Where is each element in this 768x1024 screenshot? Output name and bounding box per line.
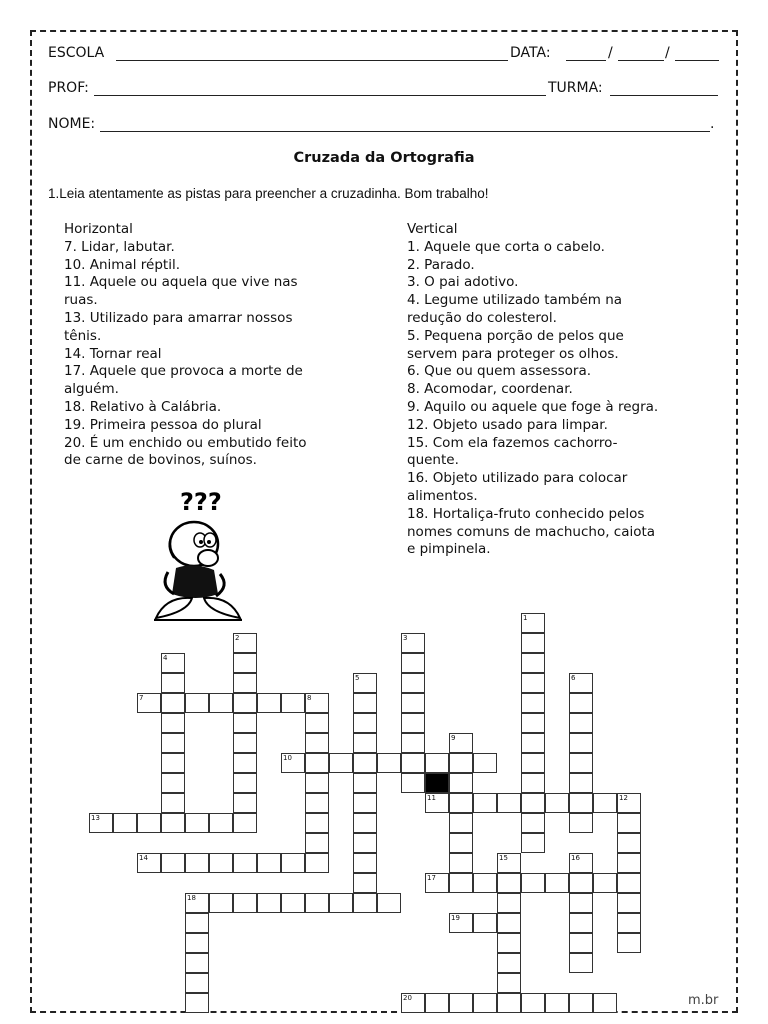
crossword-cell[interactable] <box>497 953 521 973</box>
crossword-cell[interactable] <box>233 753 257 773</box>
crossword-cell[interactable] <box>353 813 377 833</box>
clue-line: 15. Com ela fazemos cachorro- <box>407 434 618 451</box>
clue-line: 2. Parado. <box>407 256 475 273</box>
crossword-cell[interactable] <box>449 793 473 813</box>
crossword-cell[interactable] <box>593 793 617 813</box>
crossword-cell[interactable] <box>161 713 185 733</box>
clue-line: 4. Legume utilizado também na <box>407 292 623 309</box>
crossword-cell[interactable] <box>353 773 377 793</box>
crossword-cell[interactable] <box>617 813 641 833</box>
name-label: NOME: <box>48 116 96 132</box>
crossword-cell[interactable] <box>209 893 233 913</box>
clue-number: 16 <box>571 854 580 862</box>
crossword-cell[interactable] <box>353 833 377 853</box>
crossword-cell[interactable] <box>161 853 185 873</box>
crossword-cell[interactable] <box>497 913 521 933</box>
crossword-cell[interactable] <box>401 773 425 793</box>
crossword-cell[interactable] <box>449 853 473 873</box>
crossword-cell[interactable] <box>497 973 521 993</box>
crossword-cell[interactable] <box>617 873 641 893</box>
crossword-cell[interactable] <box>569 793 593 813</box>
crossword-cell[interactable] <box>233 693 257 713</box>
clue-line: 12. Objeto usado para limpar. <box>407 416 608 433</box>
clue-number: 5 <box>355 674 360 682</box>
crossword-cell[interactable] <box>353 893 377 913</box>
crossword-cell[interactable] <box>305 773 329 793</box>
crossword-cell[interactable] <box>617 933 641 953</box>
crossword-cell[interactable] <box>425 753 449 773</box>
crossword-cell[interactable] <box>521 833 545 853</box>
clue-line: 8. Acomodar, coordenar. <box>407 381 573 398</box>
crossword-cell[interactable] <box>257 693 281 713</box>
clue-line: nomes comuns de machucho, caiota <box>407 523 656 540</box>
clue-line: tênis. <box>64 327 102 344</box>
crossword-cell[interactable] <box>569 933 593 953</box>
crossword-cell[interactable] <box>521 793 545 813</box>
clue-line: quente. <box>407 452 459 469</box>
crossword-cell[interactable] <box>617 893 641 913</box>
crossword-cell[interactable] <box>209 693 233 713</box>
crossword-cell[interactable] <box>233 673 257 693</box>
crossword-cell[interactable] <box>233 893 257 913</box>
crossword-cell[interactable] <box>617 853 641 873</box>
crossword-cell[interactable] <box>377 893 401 913</box>
crossword-cell[interactable] <box>593 873 617 893</box>
clue-line: 14. Tornar real <box>64 345 162 362</box>
crossword-cell[interactable] <box>521 753 545 773</box>
crossword-cell[interactable] <box>353 793 377 813</box>
crossword-cell[interactable] <box>449 813 473 833</box>
crossword-cell[interactable] <box>497 873 521 893</box>
clue-number: 9 <box>451 734 456 742</box>
confused-character-icon <box>150 488 246 624</box>
crossword-cell[interactable] <box>353 753 377 773</box>
clue-line: redução do colesterol. <box>407 309 557 326</box>
crossword-cell[interactable] <box>161 733 185 753</box>
crossword-cell[interactable] <box>185 993 209 1013</box>
crossword-cell[interactable] <box>569 773 593 793</box>
clue-line: 7. Lidar, labutar. <box>64 238 175 255</box>
crossword-cell[interactable] <box>305 893 329 913</box>
crossword-cell[interactable] <box>569 993 593 1013</box>
crossword-cell[interactable] <box>569 893 593 913</box>
crossword-cell[interactable] <box>401 733 425 753</box>
crossword-cell[interactable] <box>353 693 377 713</box>
crossword-cell[interactable] <box>569 753 593 773</box>
crossword-cell[interactable] <box>281 853 305 873</box>
clue-line: 5. Pequena porção de pelos que <box>407 327 624 344</box>
crossword-cell[interactable] <box>521 693 545 713</box>
crossword-cell[interactable] <box>161 693 185 713</box>
clue-number: 3 <box>403 634 408 642</box>
crossword-cell[interactable] <box>329 893 353 913</box>
crossword-cell[interactable] <box>449 773 473 793</box>
crossword-cell[interactable] <box>185 813 209 833</box>
crossword-cell[interactable] <box>305 733 329 753</box>
clue-line: 13. Utilizado para amarrar nossos <box>64 309 293 326</box>
crossword-cell[interactable] <box>401 653 425 673</box>
crossword-cell[interactable] <box>305 753 329 773</box>
crossword-cell[interactable] <box>473 873 497 893</box>
clue-number: 20 <box>403 994 412 1002</box>
crossword-cell[interactable] <box>521 633 545 653</box>
crossword-cell[interactable] <box>521 733 545 753</box>
crossword-cell[interactable] <box>329 753 353 773</box>
date-month-field[interactable] <box>618 60 664 61</box>
name-end-mark: . <box>710 116 715 132</box>
crossword-cell[interactable] <box>161 753 185 773</box>
crossword-cell[interactable] <box>185 853 209 873</box>
clue-number: 12 <box>619 794 628 802</box>
crossword-cell[interactable] <box>209 813 233 833</box>
crossword-cell[interactable] <box>449 753 473 773</box>
crossword-cell[interactable] <box>137 813 161 833</box>
crossword-cell[interactable] <box>593 993 617 1013</box>
crossword-cell[interactable] <box>233 853 257 873</box>
clue-line: alguém. <box>64 381 119 398</box>
crossword-cell[interactable] <box>545 793 569 813</box>
crossword-cell[interactable] <box>401 693 425 713</box>
question-marks: ??? <box>180 488 222 516</box>
crossword-cell[interactable] <box>233 733 257 753</box>
clue-line: 16. Objeto utilizado para colocar <box>407 470 628 487</box>
date-year-field[interactable] <box>675 60 719 61</box>
clue-line: 3. O pai adotivo. <box>407 274 519 291</box>
crossword-cell[interactable] <box>449 833 473 853</box>
crossword-cell[interactable] <box>449 873 473 893</box>
crossword-cell[interactable] <box>233 813 257 833</box>
clue-number: 13 <box>91 814 100 822</box>
name-field[interactable] <box>100 131 710 132</box>
crossword-cell[interactable] <box>233 653 257 673</box>
crossword-cell[interactable] <box>497 993 521 1013</box>
date-label: DATA: <box>510 45 551 61</box>
crossword-cell[interactable] <box>569 733 593 753</box>
clue-line: de carne de bovinos, suínos. <box>64 452 257 469</box>
crossword-cell[interactable] <box>233 773 257 793</box>
clue-line: 20. É um enchido ou embutido feito <box>64 434 307 451</box>
crossword-cell[interactable] <box>521 713 545 733</box>
clue-number: 10 <box>283 754 292 762</box>
clue-number: 17 <box>427 874 436 882</box>
clue-line: alimentos. <box>407 487 478 504</box>
crossword-cell[interactable] <box>113 813 137 833</box>
crossword-cell[interactable] <box>569 813 593 833</box>
crossword-cell[interactable] <box>473 913 497 933</box>
school-field[interactable] <box>116 60 508 61</box>
crossword-cell[interactable] <box>161 673 185 693</box>
crossword-cell[interactable] <box>257 853 281 873</box>
crossword-cell[interactable] <box>425 993 449 1013</box>
crossword-cell[interactable] <box>233 713 257 733</box>
crossword-cell[interactable] <box>449 993 473 1013</box>
horizontal-clues <box>64 221 307 470</box>
crossword-cell[interactable] <box>521 673 545 693</box>
crossword-cell[interactable] <box>497 933 521 953</box>
clue-line: 9. Aquilo ou aquele que foge à regra. <box>407 398 659 415</box>
clue-number: 18 <box>187 894 196 902</box>
crossword-cell[interactable] <box>497 793 521 813</box>
clue-number: 11 <box>427 794 436 802</box>
vertical-clues <box>407 221 658 559</box>
clue-line: 18. Relativo à Calábria. <box>64 398 222 415</box>
crossword-cell[interactable] <box>161 773 185 793</box>
crossword-cell[interactable] <box>569 693 593 713</box>
class-label: TURMA: <box>548 80 603 96</box>
crossword-cell[interactable] <box>521 993 545 1013</box>
crossword-cell[interactable] <box>281 693 305 713</box>
crossword-cell[interactable] <box>521 773 545 793</box>
crossword-cell[interactable] <box>545 873 569 893</box>
crossword-cell[interactable] <box>617 913 641 933</box>
crossword-cell[interactable] <box>353 853 377 873</box>
crossword-cell[interactable] <box>185 933 209 953</box>
crossword-cell[interactable] <box>353 873 377 893</box>
crossword-cell[interactable] <box>617 833 641 853</box>
school-label: ESCOLA <box>48 45 105 61</box>
crossword-cell[interactable] <box>305 713 329 733</box>
crossword-cell[interactable] <box>185 953 209 973</box>
crossword-black-cell <box>425 773 449 793</box>
crossword-cell[interactable] <box>473 793 497 813</box>
crossword-cell[interactable] <box>185 913 209 933</box>
instruction-text: 1.Leia atentamente as pistas para preencher a cruzadinha. Bom trabalho! <box>48 186 489 201</box>
crossword-cell[interactable] <box>185 693 209 713</box>
clue-number: 7 <box>139 694 144 702</box>
date-day-field[interactable] <box>566 60 606 61</box>
crossword-cell[interactable] <box>521 653 545 673</box>
crossword-cell[interactable] <box>497 893 521 913</box>
crossword-cell[interactable] <box>161 813 185 833</box>
date-separator: / <box>608 45 613 61</box>
clue-line: 11. Aquele ou aquela que vive nas <box>64 274 298 291</box>
crossword-cell[interactable] <box>401 713 425 733</box>
crossword-cell[interactable] <box>569 873 593 893</box>
crossword-cell[interactable] <box>473 753 497 773</box>
crossword-cell[interactable] <box>305 833 329 853</box>
clue-line: 6. Que ou quem assessora. <box>407 363 592 380</box>
crossword-cell[interactable] <box>401 753 425 773</box>
crossword-cell[interactable] <box>569 953 593 973</box>
clue-line: servem para proteger os olhos. <box>407 345 619 362</box>
crossword-cell[interactable] <box>473 993 497 1013</box>
crossword-cell[interactable] <box>401 673 425 693</box>
clue-number: 19 <box>451 914 460 922</box>
crossword-cell[interactable] <box>233 793 257 813</box>
clue-number: 14 <box>139 854 148 862</box>
teacher-label: PROF: <box>48 80 89 96</box>
clue-line: 1. Aquele que corta o cabelo. <box>407 238 605 255</box>
horizontal-heading: Horizontal <box>64 221 133 237</box>
crossword-cell[interactable] <box>521 813 545 833</box>
clue-line: 17. Aquele que provoca a morte de <box>64 363 303 380</box>
footer-text: m.br <box>688 993 719 1008</box>
clue-line: e pimpinela. <box>407 541 491 558</box>
crossword-cell[interactable] <box>281 893 305 913</box>
teacher-field[interactable] <box>94 95 546 96</box>
crossword-cell[interactable] <box>377 753 401 773</box>
crossword-cell[interactable] <box>305 793 329 813</box>
class-field[interactable] <box>610 95 718 96</box>
clue-number: 6 <box>571 674 576 682</box>
clue-line: 19. Primeira pessoa do plural <box>64 416 262 433</box>
crossword-cell[interactable] <box>569 713 593 733</box>
crossword-cell[interactable] <box>305 813 329 833</box>
crossword-cell[interactable] <box>545 993 569 1013</box>
clue-number: 1 <box>523 614 528 622</box>
crossword-cell[interactable] <box>521 873 545 893</box>
crossword-cell[interactable] <box>161 793 185 813</box>
clue-line: 10. Animal réptil. <box>64 256 180 273</box>
crossword-cell[interactable] <box>305 853 329 873</box>
clue-line: 18. Hortaliça-fruto conhecido pelos <box>407 505 645 522</box>
clue-number: 8 <box>307 694 312 702</box>
vertical-heading: Vertical <box>407 221 458 237</box>
clue-number: 4 <box>163 654 168 662</box>
date-separator: / <box>665 45 670 61</box>
clue-number: 15 <box>499 854 508 862</box>
crossword-cell[interactable] <box>257 893 281 913</box>
clue-number: 2 <box>235 634 240 642</box>
clue-line: ruas. <box>64 292 98 309</box>
crossword-cell[interactable] <box>353 733 377 753</box>
page-title: Cruzada da Ortografia <box>293 150 475 166</box>
crossword-cell[interactable] <box>569 913 593 933</box>
crossword-cell[interactable] <box>185 973 209 993</box>
crossword-cell[interactable] <box>353 713 377 733</box>
crossword-cell[interactable] <box>209 853 233 873</box>
